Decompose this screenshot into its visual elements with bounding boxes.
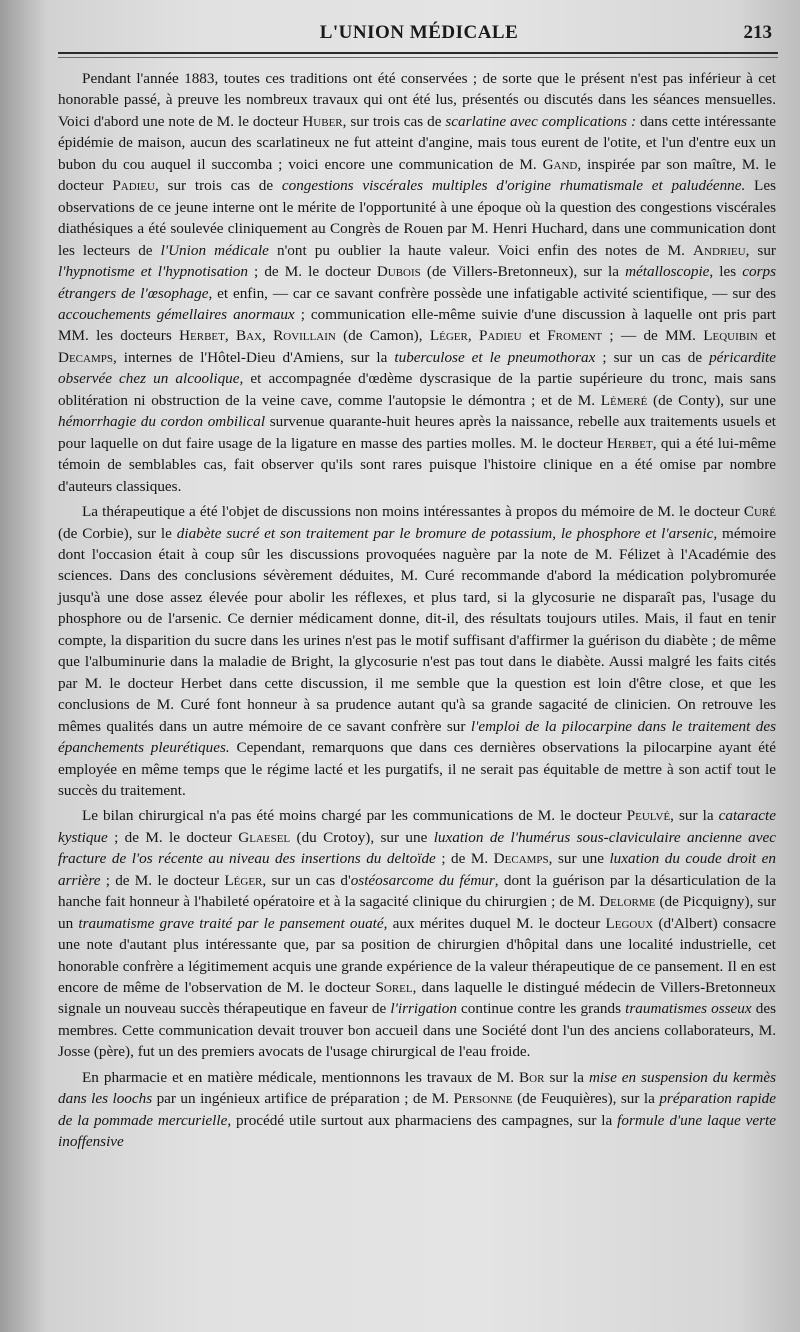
author-name: Herbet (606, 434, 653, 452)
text-run: , (224, 327, 236, 345)
text-run: dans cette intéressante épidémie de maison, aucun des scarlatineux ne fut atteint d'angine, mais tous eurent de l'otite, et l'un d'entre eux un bubon du cou auquel il succomba ; voici encore une communication de M. (58, 112, 776, 173)
text-run: , internes de l'Hôtel-Dieu d'Amiens, sur la (112, 348, 395, 366)
text-run: (de Picquigny), sur un (58, 893, 776, 932)
text-run: et (757, 327, 777, 345)
paragraph (58, 1067, 776, 1153)
author-name: Legoux (605, 914, 654, 932)
text-run: des membres. Cette communication devait trouver bon accueil dans une Société dont l'un des anciens collaborateurs, M. Josse (père), fut un des premiers avocats de l'usage chirurgical de l'eau froide. (58, 1000, 776, 1061)
text-run: survenue quarante-huit heures après la naissance, rebelle aux traitements usuels et pour laquelle on dut faire usage de la ligature en masse des parties molles. M. le docteur (58, 413, 776, 452)
text-run: , dont la guérison par la désarticulation de la hanche fait honneur à l'habileté opératoire et à la sagacité clinique du chirurgien ; de M. (58, 871, 776, 911)
author-name: Huber (302, 112, 343, 130)
text-run: Le bilan chirurgical n'a pas été moins chargé par les communications de M. le docteur (82, 807, 627, 825)
text-run: , les (709, 263, 743, 281)
text-run: , procédé utile surtout aux pharmaciens des campagnes, sur la (227, 1111, 618, 1129)
italic-title: ostéosarcome du fémur (350, 871, 495, 889)
body-text (58, 68, 776, 1153)
text-run: La thérapeutique a été l'objet de discussions non moins intéressantes à propos du mémoire de M. le docteur (82, 503, 744, 521)
italic-title: mise en suspension du kermès dans les loochs (58, 1068, 776, 1108)
text-run: , (467, 327, 479, 345)
text-run: , sur un cas d' (262, 871, 351, 889)
author-name: Curé (743, 503, 776, 521)
page-number: 213 (743, 22, 772, 43)
text-run: , et enfin, — car ce savant confrère possède une infatigable activité scientifique, — sur des (208, 284, 776, 302)
author-name: Rovillain (273, 327, 336, 345)
text-run: (de Corbie), sur le (58, 524, 177, 542)
paragraph (58, 68, 776, 497)
author-name: Bax (235, 327, 263, 345)
italic-title: préparation rapide de la pommade mercurielle (58, 1090, 776, 1129)
author-name: Decamps (493, 850, 549, 868)
page-header (60, 18, 778, 54)
author-name: Léger (224, 871, 263, 889)
header-rule-thin (58, 57, 778, 58)
text-run: , aux mérites duquel M. le docteur (383, 914, 606, 932)
text-run: En pharmacie et en matière médicale, mentionnons les travaux de M. (82, 1068, 520, 1086)
text-run: et (521, 327, 548, 345)
author-name: Froment (547, 327, 603, 345)
italic-title: péricardite observée chez un alcoolique (58, 348, 776, 388)
author-name: Padieu (112, 177, 155, 195)
italic-title: diabète sucré et son traitement par le bromure de potassium, le phosphore et l'arsenic (176, 524, 714, 542)
header-rule (58, 52, 778, 54)
text-run: (de Conty), sur une (647, 391, 776, 409)
text-run: , sur (745, 241, 776, 259)
author-name: Lequibin (703, 327, 758, 345)
journal-title: L'UNION MÉDICALE (319, 22, 519, 43)
italic-title: cataracte kystique (58, 807, 776, 846)
text-run: Les observations de ce jeune interne ont le mérite de l'opportunité à une époque où la question des congestions viscérales diathésiques a été soulevée cliniquement au Congrès de Rouen par M. Henri Huchard, dans une communication dont les lecteurs de (58, 177, 776, 259)
italic-title: formule d'une laque verte inoffensive (58, 1111, 776, 1151)
text-run: , qui a été lui-même témoin de semblables cas, fait observer qu'ils sont rares puisque l'histoire clinique en a été omise par nombre d'auteurs classiques. (58, 434, 776, 495)
text-run: (de Camon), (335, 327, 430, 345)
italic-title: traumatismes osseux (625, 1000, 752, 1018)
italic-title: l'hypnotisme et l'hypnotisation (58, 263, 248, 281)
author-name: Padieu (478, 327, 522, 345)
author-name: Decamps (58, 348, 113, 366)
italic-title: l'irrigation (390, 1000, 457, 1018)
text-run: ; communication elle-même suivie d'une discussion à laquelle ont pris part MM. les docteurs (58, 305, 777, 345)
italic-title: luxation du coude droit en arrière (58, 850, 776, 889)
text-run: (de Villers-Bretonneux), sur la (420, 263, 626, 281)
text-run: Cependant, remarquons que dans ces dernières observations la pilocarpine ayant été employée en même temps que le régime lacté et les purgatifs, il ne serait pas équitable de mettre à son actif tout le succès du traitement. (58, 739, 776, 799)
italic-title: congestions viscérales multiples d'origine rhumatismale et paludéenne. (281, 177, 746, 195)
text-run: , (262, 327, 274, 345)
text-run: n'ont pu oublier la haute valeur. Voici enfin des notes de M. (268, 241, 694, 259)
italic-title: l'Union médicale (160, 241, 269, 259)
author-name: Dubois (376, 263, 421, 281)
italic-title: tuberculose et le pneumothorax (394, 348, 596, 366)
author-name: Herbet (179, 327, 225, 345)
author-name: Sorel (375, 979, 413, 997)
author-name: Delorme (599, 893, 656, 911)
text-run: ; — de MM. (602, 327, 704, 345)
author-name: Léger (429, 327, 468, 345)
text-run: , sur trois cas de (154, 177, 282, 195)
author-name: Glaesel (238, 828, 291, 846)
author-name: Personne (453, 1090, 513, 1108)
italic-title: traumatisme grave traité par le pansement ouaté (78, 914, 384, 932)
text-run: sur la (544, 1068, 589, 1086)
italic-title: corps étrangers de l'œsophage (58, 263, 777, 302)
text-run: (d'Albert) consacre une note d'autant plus intéressante que, par sa position de chirurgien d'hôpital dans une localité industrielle, cet honorable confrère a légitimement acquis une grande expérience de la valeur thérapeutique de ce pansement. Il en est encore de même de l'observation de M. le docteur (58, 914, 776, 997)
italic-title: métalloscopie (625, 263, 710, 281)
italic-title: scarlatine avec complications : (445, 112, 637, 130)
author-name: Andrieu (693, 241, 746, 259)
author-name: Bor (519, 1068, 545, 1086)
text-run: ; de M. le docteur (100, 871, 225, 889)
text-run: ; de M. le docteur (247, 263, 377, 281)
author-name: Lémeré (600, 391, 648, 409)
italic-title: hémorrhagie du cordon ombilical (58, 413, 266, 431)
text-run: (du Crotoy), sur une (290, 828, 434, 846)
text-run: , inspirée par son maître, M. le docteur (58, 155, 776, 195)
text-run: Pendant l'année 1883, toutes ces traditions ont été conservées ; de sorte que le présent n'est pas inférieur à cet honorable passé, à preuve les nombreux travaux qui ont été lus, présentés ou discutés dans les séances mensuelles. Voici d'abord une note de M. le docteur (58, 70, 776, 130)
paragraph (58, 501, 776, 801)
text-run: , sur la (670, 807, 719, 825)
text-run: (de Feuquières), sur la (512, 1090, 660, 1108)
text-run: , dans laquelle le distingué médecin de Villers-Bretonneux signale un nouveau succès thérapeutique en faveur de (58, 979, 776, 1018)
text-run: par un ingénieux artifice de préparation ; de M. (152, 1090, 454, 1108)
text-run: , sur trois cas de (342, 112, 446, 130)
text-run: ; de M. le docteur (107, 828, 239, 846)
italic-title: l'emploi de la pilocarpine dans le traitement des épanchements pleurétiques. (58, 717, 776, 757)
text-run: , et accompagnée d'œdème dyscrasique de la partie supérieure du tronc, mais sans oblitération ni obstruction de la veine cave, comme l'autopsie le démontra ; et de M. (58, 370, 777, 409)
italic-title: accouchements gémellaires anormaux (58, 305, 295, 323)
text-run: continue contre les grands (456, 1000, 626, 1018)
author-name: Peulvé (626, 807, 671, 825)
text-run: ; de M. (435, 850, 494, 868)
text-run: , mémoire dont l'occasion était à coup sûr les discussions provoquées naguère par la note de M. Félizet à l'Académie des sciences. Dans des conclusions sévèrement déduites, M. Curé recommande d'abord la médication polybromurée jusqu'à une dose assez élevée pour abolir les réflexes, et plus tard, si la glycosurie ne disparaît pas, l'usage du phosphore ou de l'arsenic. Ce dernier médicament donne, dit-il, des résultats toujours utiles. Mais, il faut en tenir compte, la disparition du sucre dans les urines n'est pas le motif suffisant d'affirmer la guérison du diabète ; de même que l'albuminurie dans la maladie de Bright, la glycosurie n'est pas tout dans le diabète. Aussi malgré les faits cités par M. le docteur Herbet dans cette discussion, il me semble que la question est loin d'être close, et que les conclusions de M. Curé font honneur à sa prudence autant qu'à sa grande sagacité de clinicien. On retrouve les mêmes qualités dans un autre mémoire de ce savant confrère sur (58, 524, 776, 735)
paragraph (58, 805, 776, 1062)
author-name: Gand (542, 155, 578, 173)
text-run: ; sur un cas de (595, 348, 710, 366)
text-run: , sur une (548, 850, 610, 868)
italic-title: luxation de l'humérus sous-claviculaire ancienne avec fracture de l'os récente au niveau des insertions du deltoïde (58, 828, 776, 868)
